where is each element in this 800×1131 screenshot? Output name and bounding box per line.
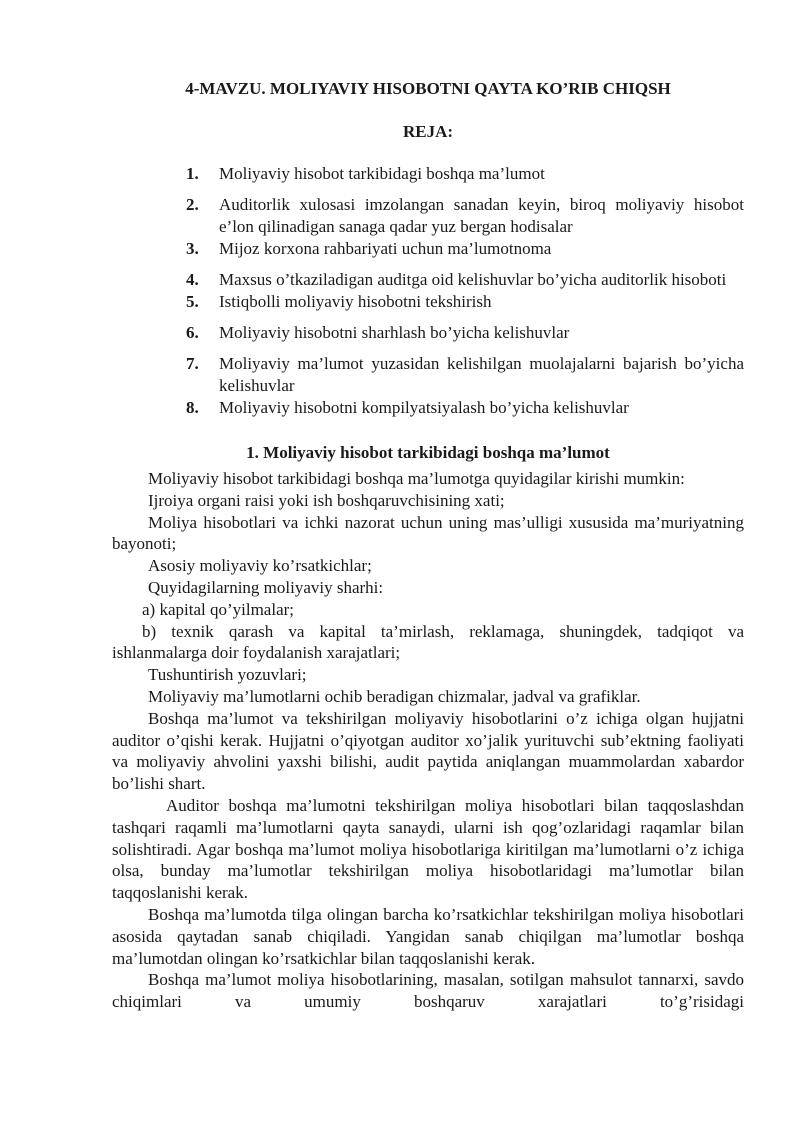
item-number: 5. xyxy=(186,292,199,311)
plan-heading: REJA: xyxy=(402,122,454,141)
paragraph: Tushuntirish yozuvlari; xyxy=(148,665,307,685)
paragraph: Quyidagilarning moliyaviy sharhi: xyxy=(148,577,384,597)
item-number: 8. xyxy=(186,398,199,417)
paragraph: Boshqa ma’lumot va tekshirilgan moliyaviy hisobotlarini o’z ichiga olgan hujjatni auditor o’qishi kerak. Hujjatni o’qiyotgan auditor xo’jalik yurituvchi sub’ektning faoliyati va moliyaviy ahvolini yaxshi bilishi, audit paytida aniqlangan muammolardan xabardor bo’lishi shart. xyxy=(112,708,744,794)
item-text: Istiqbolli moliyaviy hisobotni tekshirish xyxy=(219,292,492,311)
item-number: 4. xyxy=(186,270,199,289)
item-number: 6. xyxy=(186,323,199,342)
item-number: 2. xyxy=(186,195,199,214)
paragraph: a) kapital qo’yilmalar; xyxy=(142,599,294,619)
list-item xyxy=(186,269,744,291)
paragraph: Auditor boshqa ma’lumotni tekshirilgan moliya hisobotlari bilan taqqoslashdan tashqari raqamli ma’lumotlarni qayta sanaydi, ularni ish qog’ozlaridagi raqamlar bilan solishtiradi. Agar boshqa ma’lumot moliya hisobotlariga kiritilgan ma’lumotlarni o’z ichiga olsa, bunday ma’lumotlar tekshirilgan moliya hisobotlaridagi ma’lumotlar bilan taqqoslanishi kerak. xyxy=(112,795,744,903)
paragraph: Ijroiya organi raisi yoki ish boshqaruvchisining xati; xyxy=(148,490,505,510)
paragraph: b) texnik qarash va kapital ta’mirlash, reklamaga, shuningdek, tadqiqot va ishlanmalarga doir foydalanish xarajatlari; xyxy=(112,621,744,663)
list-item xyxy=(186,238,744,260)
item-number: 3. xyxy=(186,239,199,258)
item-text: Auditorlik xulosasi imzolangan sanadan keyin, biroq moliyaviy hisobot e’lon qilinadigan sanaga qadar yuz bergan hodisalar xyxy=(219,195,744,236)
item-text: Moliyaviy hisobot tarkibidagi boshqa ma’lumot xyxy=(219,164,545,183)
item-text: Moliyaviy ma’lumot yuzasidan kelishilgan muolajalarni bajarish bo’yicha kelishuvlar xyxy=(219,354,744,395)
paragraph: Moliyaviy ma’lumotlarni ochib beradigan chizmalar, jadval va grafiklar. xyxy=(148,686,641,706)
paragraph: Asosiy moliyaviy ko’rsatkichlar; xyxy=(148,556,372,576)
paragraph: Moliya hisobotlari va ichki nazorat uchun uning mas’ulligi xususida ma’muriyatning bayonoti; xyxy=(112,512,744,554)
paragraph: Moliyaviy hisobot tarkibidagi boshqa ma’lumotga quyidagilar kirishi mumkin: xyxy=(148,469,685,488)
list-item xyxy=(186,397,744,419)
paragraph: Boshqa ma’lumot moliya hisobotlarining, masalan, sotilgan mahsulot tannarxi, savdo chiqimlari va umumiy boshqaruv xarajatlari to’g’risidagi xyxy=(112,970,744,1012)
item-text: Moliyaviy hisobotni kompilyatsiyalash bo’yicha kelishuvlar xyxy=(219,398,629,417)
item-text: Moliyaviy hisobotni sharhlash bo’yicha kelishuvlar xyxy=(219,323,570,342)
list-item xyxy=(186,353,744,397)
list-item xyxy=(186,322,744,344)
doc-title: 4-MAVZU. MOLIYAVIY HISOBOTNI QAYTA KO’RIB CHIQSH xyxy=(185,79,671,98)
item-text: Maxsus o’tkaziladigan auditga oid kelishuvlar bo’yicha auditorlik hisoboti xyxy=(219,270,727,289)
list-item xyxy=(186,163,744,185)
list-item xyxy=(186,194,744,238)
paragraph: Boshqa ma’lumotda tilga olingan barcha ko’rsatkichlar tekshirilgan moliya hisobotlari asosida qaytadan sanab chiqiladi. Yangidan sanab chiqilgan ma’lumotlar boshqa ma’lumotdan olingan ko’rsatkichlar bilan taqqoslanishi kerak. xyxy=(112,904,744,968)
item-number: 1. xyxy=(186,164,199,183)
plan-list xyxy=(112,163,744,419)
section-heading: 1. Moliyaviy hisobot tarkibidagi boshqa ma’lumot xyxy=(246,443,610,462)
list-item xyxy=(186,291,744,313)
item-number: 7. xyxy=(186,354,199,373)
item-text: Mijoz korxona rahbariyati uchun ma’lumotnoma xyxy=(219,239,552,258)
